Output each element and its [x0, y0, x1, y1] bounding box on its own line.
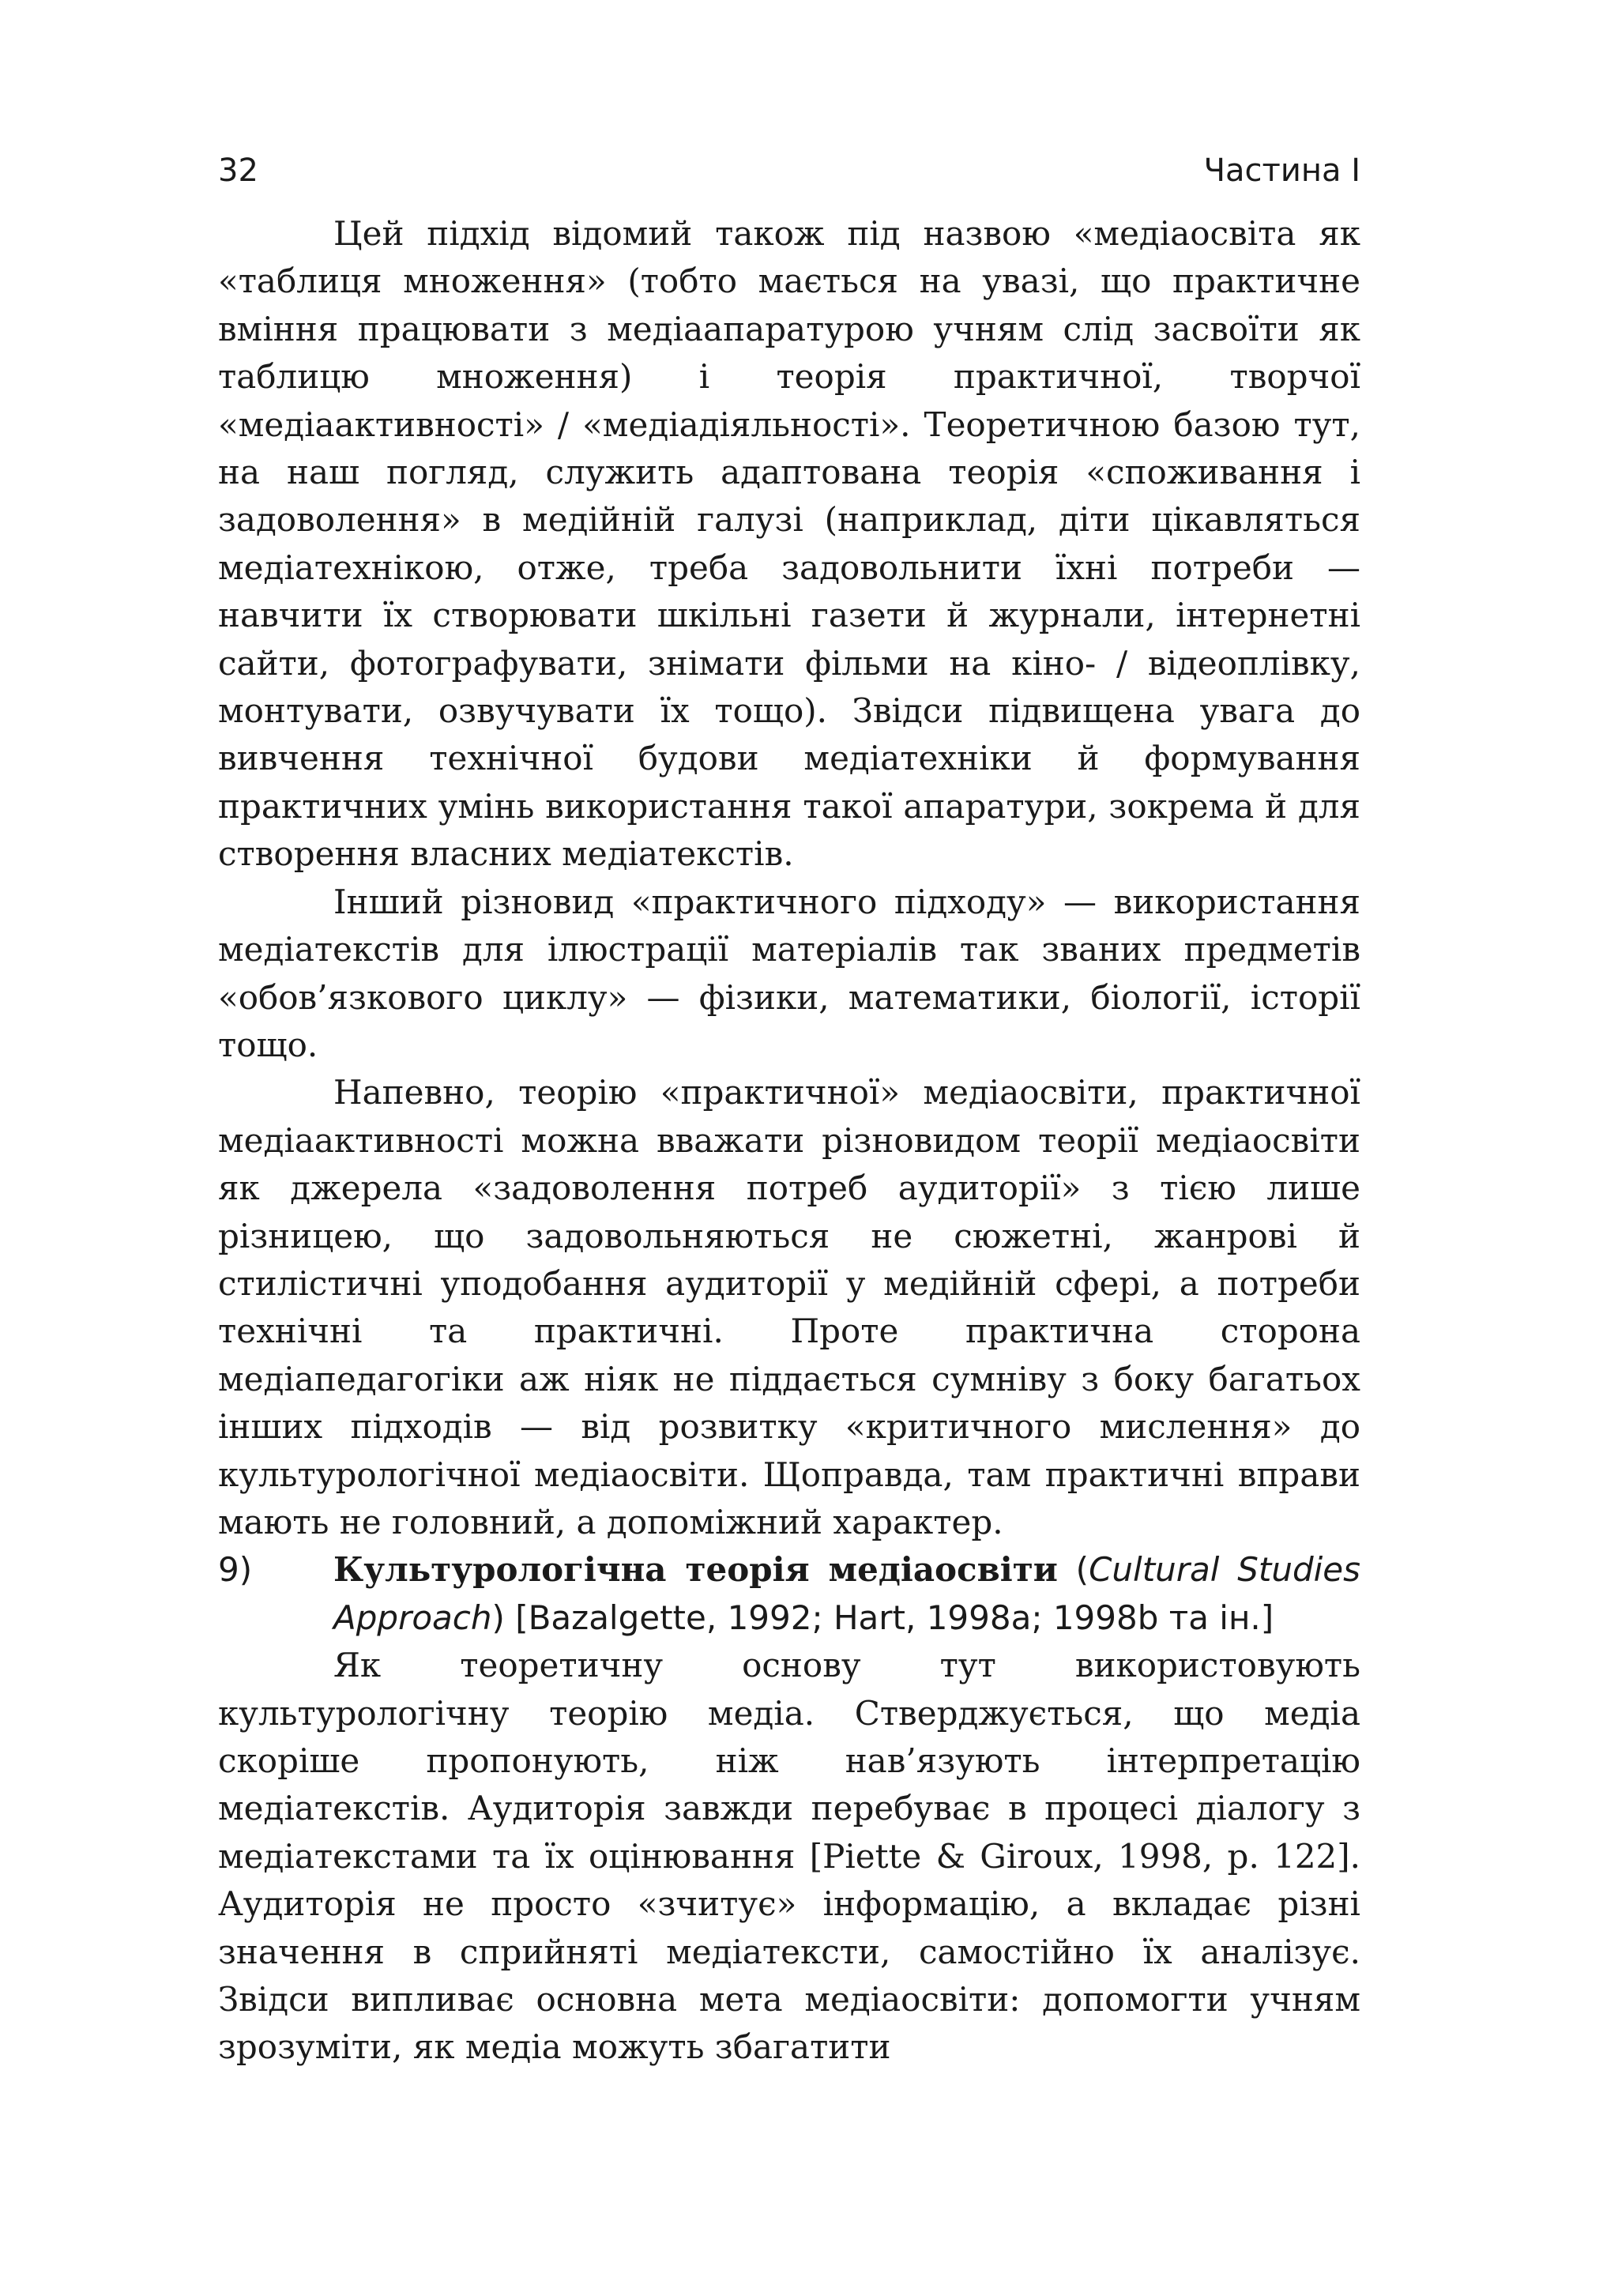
- section-name: Частина I: [1203, 152, 1360, 189]
- paragraph-practical-approach: Цей підхід відомий також під назвою «медіаосвіта як «таблиця множення» (тобто мається на увазі, що практичне вміння працювати з медіаапаратурою учням слід засвоїти як таблицю множення) і теорія практичної, творчої «медіаактивності» / «медіадіяльності». Теоретичною базою тут, на наш погляд, служить адаптована теорія «споживання і задоволення» в медійній галузі (наприклад, діти цікавляться медіатехнікою, отже, треба задовольнити їхні потреби — навчити їх створювати шкільні газети й журнали, інтернетні сайти, фотографувати, знімати фільми на кіно- / відеоплівку, монтувати, озвучувати їх тощо). Звідси підвищена увага до вивчення технічної будови медіатехніки й формування практичних умінь використання такої апаратури, зокрема й для створення власних медіатекстів.: [218, 214, 1360, 874]
- running-head: [218, 147, 1360, 194]
- paragraph-cultural-theory: Як теоретичну основу тут використовують культурологічну теорію медіа. Стверджується, що медіа скоріше пропонують, ніж нав’язують інтерпретацію медіатекстів. Аудиторія завжди перебуває в процесі діалогу з медіатекстами та їх оцінювання [Piette & Giroux, 1998, p. 122]. Аудиторія не просто «зчитує» інформацію, а вкладає різні значення в сприйняті медіатексти, самостійно їх аналізує. Звідси випливає основна мета медіаосвіти: допомогти учням зрозуміти, як медіа можуть збагатити: [218, 1646, 1360, 2067]
- list-item-number: 9): [218, 1550, 253, 1590]
- list-item-open-paren: (: [1057, 1550, 1089, 1590]
- list-item-references: ) [Bazalgette, 1992; Hart, 1998a; 1998b та ін.]: [491, 1598, 1274, 1637]
- page-number: 32: [218, 152, 258, 189]
- list-item-title: Культурологічна теорія медіаосвіти: [333, 1550, 1058, 1590]
- body-text: [218, 210, 1360, 2072]
- list-item-english-title: Cultural Studies Approach: [333, 1550, 1360, 1637]
- paragraph-practical-variant: Інший різновид «практичного підходу» — використання медіатекстів для ілюстрації матеріалів так званих предметів «обов’язкового циклу» — фізики, математики, біології, історії тощо.: [218, 882, 1360, 1064]
- list-item-body: [333, 1546, 1360, 1642]
- paragraph-practical-theory: Напевно, теорію «практичної» медіаосвіти, практичної медіаактивності можна вважати різновидом теорії медіаосвіти як джерела «задоволення потреб аудиторії» з тією лише різницею, що задовольняються не сюжетні, жанрові й стилістичні уподобання аудиторії у медійній сфері, а потреби технічні та практичні. Проте практична сторона медіапедагогіки аж ніяк не піддається сумніву з боку багатьох інших підходів — від розвитку «критичного мислення» до культурологічної медіаосвіти. Щоправда, там практичні вправи мають не головний, а допоміжний характер.: [218, 1073, 1360, 1541]
- list-item-cultural-studies: [218, 1546, 1360, 1642]
